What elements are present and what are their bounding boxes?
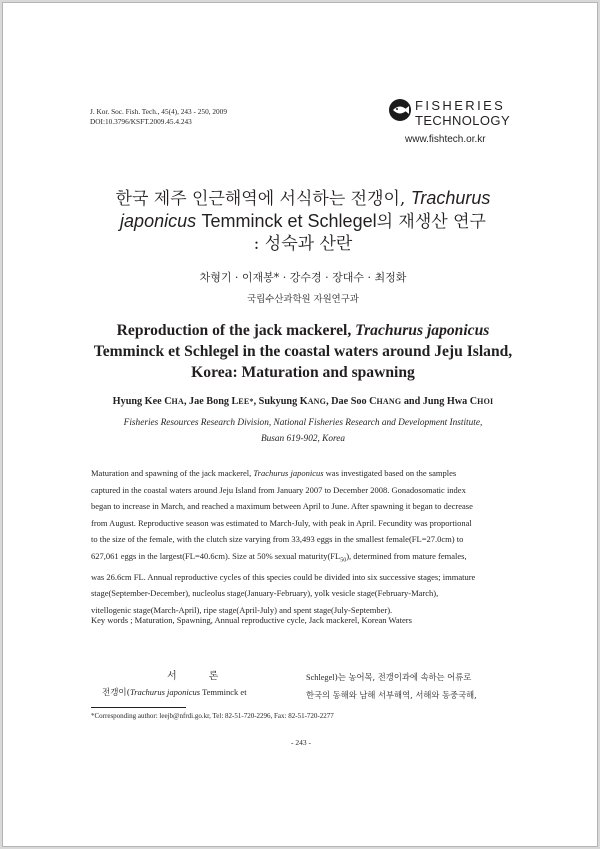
abstract-line: stage(September-December), nucleolus stage(January-February), yolk vesicle stage(February-March), (91, 588, 439, 599)
english-title-line-1 (63, 320, 543, 341)
korean-title-line-1 (63, 187, 543, 210)
korean-affiliation: 국립수산과학원 자원연구과 (247, 294, 359, 305)
corresponding-author-footnote: *Corresponding author: leejb@nfrdi.go.kr, Tel: 82-51-720-2296, Fax: 82-51-720-2277 (91, 712, 334, 720)
journal-citation (90, 107, 227, 127)
author-name: Dae Soo CHANG and (331, 396, 423, 407)
korean-title-text: 한국 제주 인근해역에 서식하는 전갱이, (115, 189, 406, 209)
abstract-line: captured in the coastal waters around Jeju Island from January 2007 to December 2008. Gonadosomatic index (91, 484, 466, 495)
body-line: 한국의 동해와 남해 서부해역, 서해와 동중국해, (306, 689, 477, 700)
body-column-right (306, 669, 526, 703)
korean-title-authority: Temminck et Schlegel (201, 211, 377, 231)
english-title-species: Trachurus japonicus (355, 322, 490, 339)
korean-title-line-3: : 성숙과 산란 (253, 234, 353, 254)
korean-title-species: japonicus (120, 211, 197, 231)
abstract (91, 465, 521, 618)
body-line: Schlegel)는 농어목, 전갱이과에 속하는 어류로 (306, 672, 472, 682)
keywords: Key words ; Maturation, Spawning, Annual reproductive cycle, Jack mackerel, Korean Waters (91, 615, 412, 625)
paper-page (2, 2, 598, 847)
fish-emblem-icon (389, 99, 411, 121)
citation-line: J. Kor. Soc. Fish. Tech., 45(4), 243 - 250, 2009 (90, 107, 227, 116)
author-name: Jung Hwa CHOI (422, 396, 494, 407)
korean-authors: 차형기 · 이재봉* · 강수경 · 장대수 · 최정화 (199, 271, 407, 284)
english-title-line-2: Temminck et Schlegel in the coastal waters around Jeju Island, (93, 343, 513, 360)
author-name: Jae Bong LEE*, (189, 396, 259, 407)
english-affiliation-line-2: Busan 619-902, Korea (260, 434, 346, 444)
author-name: Sukyung KANG, (258, 396, 332, 407)
abstract-line: began to increase in March, and reached a maximum between April to June. After spawning it began to decrease (91, 501, 473, 511)
journal-logo (383, 98, 513, 158)
english-authors (63, 396, 543, 407)
abstract-line: from August. Reproductive season was estimated to March-July, with peak in April. Fecundity was proportional (91, 517, 472, 528)
abstract-line: to the size of the female, with the clutch size varying from 33,493 eggs in the smallest female(FL=27.0cm) to (91, 534, 464, 544)
abstract-line: vitellogenic stage(March-April), ripe stage(April-July) and spent stage(July-September). (91, 604, 393, 615)
doi-line: DOI:10.3796/KSFT.2009.45.4.243 (90, 117, 192, 126)
footnote-divider (91, 707, 186, 708)
abstract-line: was 26.6cm FL. Annual reproductive cycles of this species could be divided into six successive stages; immature (91, 571, 476, 582)
abstract-line: 627,061 eggs in the largest(FL=40.6cm). Size at 50% sexual $maturity(FL_{50})$, determined from mature females, (91, 550, 467, 564)
english-affiliation-line-1: Fisheries Resources Research Division, National Fisheries Research and Development Institute, (123, 418, 483, 428)
english-title-text: Reproduction of the jack mackerel, (116, 322, 352, 339)
abstract-line: Maturation and spawning of the jack mackerel, Trachurus japonicus was investigated based on the samples (91, 468, 457, 478)
korean-title-genus: Trachurus (410, 188, 491, 208)
section-heading: 서 론 (167, 671, 219, 682)
korean-title-text-2: 의 재생산 연구 (376, 212, 486, 232)
logo-text-technology: TECHNOLOGY (415, 113, 511, 128)
author-name: Hyung Kee CHA, (112, 396, 190, 407)
korean-title-line-2 (63, 210, 543, 233)
body-column-left: 전갱이(Trachurus japonicus Temminck et (102, 687, 247, 698)
logo-text-fisheries: FISHERIES (415, 98, 506, 113)
journal-url[interactable]: www.fishtech.or.kr (405, 134, 486, 145)
page-number: - 243 - (291, 738, 311, 747)
english-title-line-3: Korea: Maturation and spawning (191, 364, 415, 381)
